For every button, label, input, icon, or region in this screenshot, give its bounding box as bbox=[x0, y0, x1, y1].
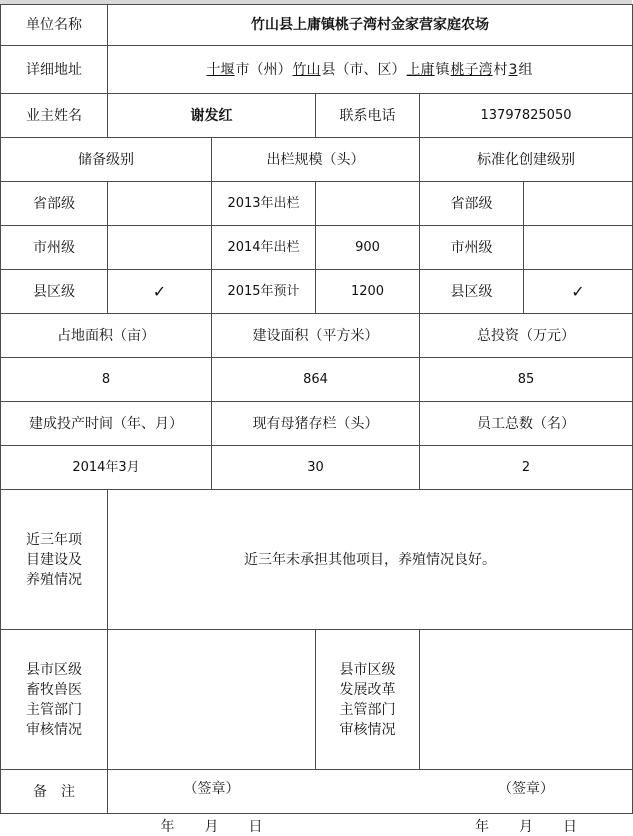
label-line: 近三年项 bbox=[26, 531, 82, 548]
staff-count-header: 员工总数（名） bbox=[420, 402, 633, 446]
label-line: 县市区级 bbox=[26, 661, 82, 678]
sow-stock-value: 30 bbox=[212, 446, 420, 490]
address-group: 3 bbox=[508, 61, 518, 78]
start-time-header: 建成投产时间（年、月） bbox=[1, 402, 212, 446]
reform-dept-label bbox=[316, 630, 420, 770]
phone-label: 联系电话 bbox=[316, 94, 420, 138]
address-village: 桃子湾 bbox=[450, 61, 493, 78]
standard-level-check bbox=[524, 226, 633, 270]
unit-name-label: 单位名称 bbox=[1, 5, 108, 46]
livestock-dept-signature bbox=[108, 630, 316, 835]
label-line: 目建设及 bbox=[26, 551, 82, 568]
reserve-level-check bbox=[108, 226, 212, 270]
reform-dept-signature bbox=[420, 630, 633, 835]
address-label: 详细地址 bbox=[1, 46, 108, 94]
date-placeholder bbox=[108, 818, 315, 836]
build-area-header: 建设面积（平方米） bbox=[212, 314, 420, 358]
date-month: 月 bbox=[519, 818, 533, 835]
land-area-header: 占地面积（亩） bbox=[1, 314, 212, 358]
reserve-level-header: 储备级别 bbox=[1, 138, 212, 182]
remarks-label: 备 注 bbox=[1, 770, 108, 814]
form-table bbox=[0, 4, 633, 835]
output-year: 2013年出栏 bbox=[212, 182, 316, 226]
label-line: 畜牧兽医 bbox=[26, 681, 82, 698]
build-area-value: 864 bbox=[212, 358, 420, 402]
address-city: 十堰 bbox=[206, 61, 235, 78]
date-month: 月 bbox=[204, 818, 219, 835]
owner-value: 谢发红 bbox=[108, 94, 316, 138]
address-group-unit: 组 bbox=[518, 61, 533, 78]
label-line: 养殖情况 bbox=[26, 571, 82, 588]
address-value bbox=[108, 46, 633, 94]
land-area-value: 8 bbox=[1, 358, 212, 402]
livestock-dept-label bbox=[1, 630, 108, 770]
date-year: 年 bbox=[475, 818, 489, 835]
output-count: 900 bbox=[316, 226, 420, 270]
start-time-value: 2014年3月 bbox=[1, 446, 212, 490]
address-village-unit: 村 bbox=[493, 61, 508, 78]
investment-header: 总投资（万元） bbox=[420, 314, 633, 358]
output-year: 2014年出栏 bbox=[212, 226, 316, 270]
address-county: 竹山 bbox=[292, 61, 321, 78]
label-line: 县市区级 bbox=[339, 661, 396, 678]
standard-level-name: 县区级 bbox=[420, 270, 524, 314]
address-county-unit: 县（市、区） bbox=[321, 61, 406, 78]
output-count: 1200 bbox=[316, 270, 420, 314]
label-line: 主管部门 bbox=[26, 701, 82, 718]
address-town-unit: 镇 bbox=[435, 61, 450, 78]
sow-stock-header: 现有母猪存栏（头） bbox=[212, 402, 420, 446]
date-day: 日 bbox=[563, 818, 577, 835]
reserve-level-check bbox=[108, 182, 212, 226]
standard-level-header: 标准化创建级别 bbox=[420, 138, 633, 182]
reserve-level-check: ✓ bbox=[108, 270, 212, 314]
standard-level-name: 省部级 bbox=[420, 182, 524, 226]
staff-count-value: 2 bbox=[420, 446, 633, 490]
output-year: 2015年预计 bbox=[212, 270, 316, 314]
investment-value: 85 bbox=[420, 358, 633, 402]
reserve-level-name: 省部级 bbox=[1, 182, 108, 226]
output-count bbox=[316, 182, 420, 226]
standard-level-name: 市州级 bbox=[420, 226, 524, 270]
stamp-placeholder: （签章） bbox=[183, 780, 240, 797]
date-placeholder bbox=[420, 818, 632, 836]
address-city-unit: 市（州） bbox=[235, 61, 292, 78]
phone-value: 13797825050 bbox=[420, 94, 633, 138]
output-scale-header: 出栏规模（头） bbox=[212, 138, 420, 182]
label-line: 主管部门 bbox=[339, 701, 396, 718]
unit-name-value: 竹山县上庸镇桃子湾村金家营家庭农场 bbox=[108, 5, 633, 46]
label-line: 审核情况 bbox=[26, 721, 82, 738]
reserve-level-name: 市州级 bbox=[1, 226, 108, 270]
date-year: 年 bbox=[160, 818, 175, 835]
owner-label: 业主姓名 bbox=[1, 94, 108, 138]
standard-level-check bbox=[524, 182, 633, 226]
stamp-placeholder: （签章） bbox=[498, 780, 554, 797]
recent-projects-label bbox=[1, 490, 108, 630]
date-day: 日 bbox=[248, 818, 263, 835]
label-line: 审核情况 bbox=[339, 721, 396, 738]
standard-level-check: ✓ bbox=[524, 270, 633, 314]
reserve-level-name: 县区级 bbox=[1, 270, 108, 314]
label-line: 发展改革 bbox=[339, 681, 396, 698]
recent-projects-value: 近三年未承担其他项目，养殖情况良好。 bbox=[108, 490, 633, 630]
address-town: 上庸 bbox=[406, 61, 435, 78]
